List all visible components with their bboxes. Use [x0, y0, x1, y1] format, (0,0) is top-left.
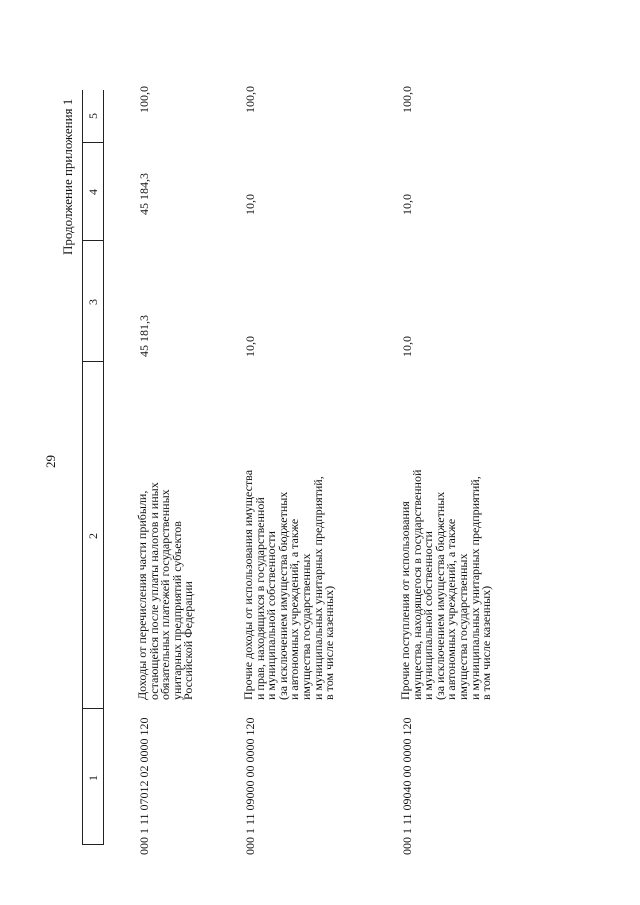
col-divider [82, 708, 103, 709]
description-line: в том числе казенных) [322, 585, 337, 700]
row-code: 000 1 11 09040 00 0000 120 [400, 717, 414, 855]
row-col3-value: 10,0 [400, 336, 414, 357]
description-line: (за исключением имущества бюджетных [275, 491, 290, 700]
description-line: Прочие доходы от использования имущества [241, 469, 255, 700]
row-col5-value: 100,0 [243, 86, 257, 113]
row-code: 000 1 11 09000 00 0000 120 [243, 717, 257, 855]
row-description [137, 370, 195, 700]
description-line: и муниципальных унитарных предприятий, [310, 476, 325, 700]
description-line: и муниципальной собственности [264, 531, 279, 700]
table-top-rule [82, 90, 83, 845]
row-col5-value: 100,0 [400, 86, 414, 113]
column-header-4: 4 [86, 189, 100, 195]
row-code: 000 1 11 07012 02 0000 120 [137, 717, 151, 855]
row-col4-value: 45 184,3 [137, 173, 151, 215]
column-header-5: 5 [86, 113, 100, 119]
description-line: Прочие поступления от использования [398, 501, 412, 700]
column-header-2: 2 [86, 533, 100, 539]
description-line: (за исключением имущества бюджетных [432, 491, 447, 700]
description-line: остающейся после уплаты налогов и иных [146, 482, 161, 700]
col-divider [82, 142, 103, 143]
description-line: Российской Федерации [181, 581, 196, 700]
description-line: и автономных учреждений, а также [444, 518, 459, 700]
page-number: 29 [43, 455, 58, 468]
description-line: имущества государственных [455, 553, 470, 700]
description-line: и автономных учреждений, а также [287, 518, 302, 700]
row-col3-value: 45 181,3 [137, 315, 151, 357]
continuation-label: Продолжение приложения 1 [60, 98, 75, 255]
description-line: имущества государственных [298, 553, 313, 700]
row-description [400, 370, 493, 700]
table-header-rule [103, 90, 104, 845]
description-line: Доходы от перечисления части прибыли, [135, 490, 149, 700]
col-divider [82, 361, 103, 362]
description-line: и прав, находящихся в государственной [252, 497, 267, 700]
description-line: и муниципальной собственности [421, 531, 436, 700]
row-col4-value: 10,0 [400, 194, 414, 215]
col-divider [82, 844, 103, 845]
row-description [243, 370, 336, 700]
column-header-1: 1 [86, 775, 100, 781]
row-col3-value: 10,0 [243, 336, 257, 357]
description-line: обязательных платежей государственных [158, 489, 173, 700]
description-line: имущества, находящегося в государственной [409, 469, 424, 700]
description-line: и муниципальных унитарных предприятий, [467, 476, 482, 700]
description-line: унитарных предприятий субъектов [169, 521, 184, 700]
row-col4-value: 10,0 [243, 194, 257, 215]
col-divider [82, 240, 103, 241]
row-col5-value: 100,0 [137, 86, 151, 113]
description-line: в том числе казенных) [479, 585, 494, 700]
column-header-3: 3 [86, 299, 100, 305]
